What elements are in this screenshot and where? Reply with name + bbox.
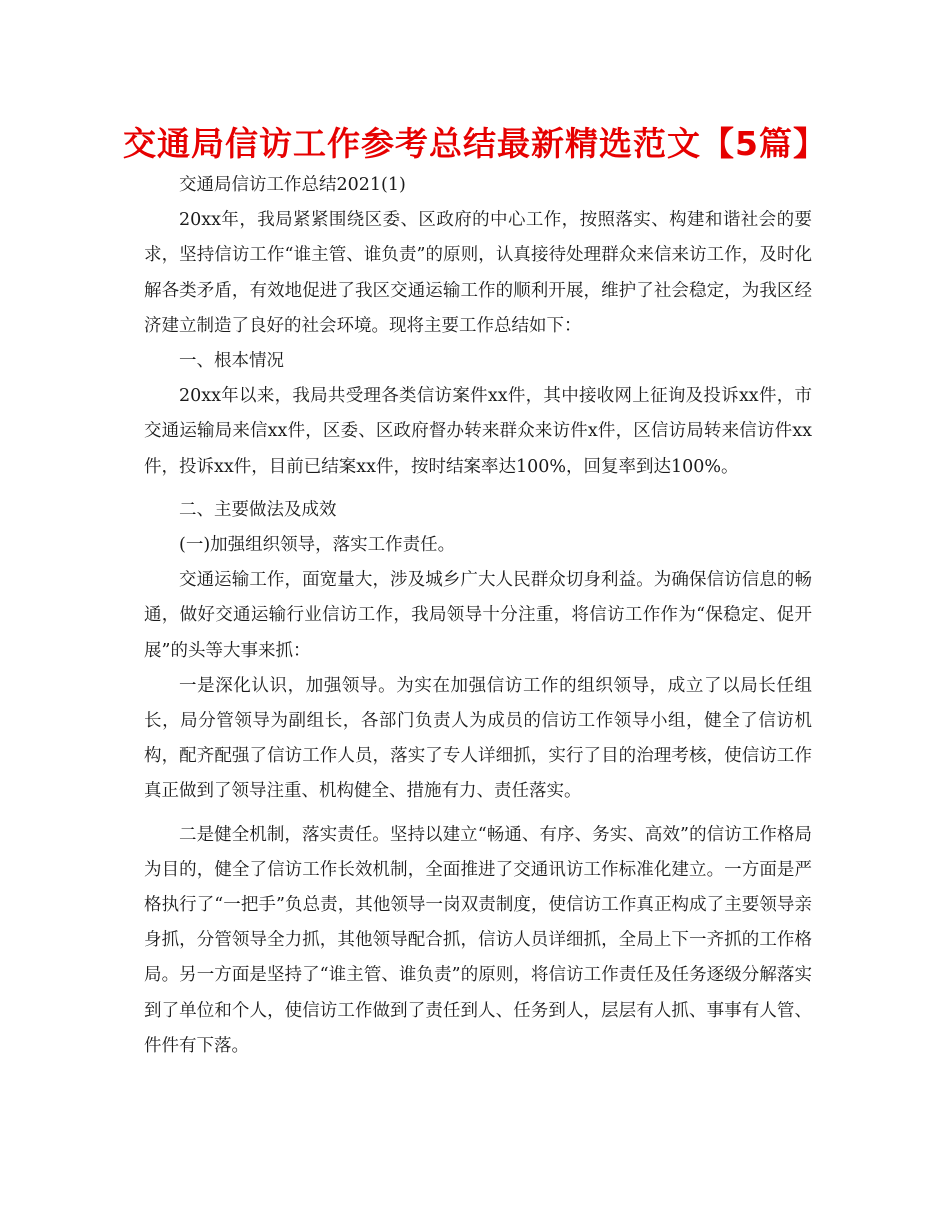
paragraph-basic-situation: 20xx年以来，我局共受理各类信访案件xx件，其中接收网上征询及投诉xx件，市交通运输局来信xx件，区委、区政府督办转来群众来访件x件，区信访局转来信访件xx件，投诉xx件，目前已结案xx件，按时结案率达100%，回复率到达100%。 (144, 386, 812, 477)
paragraph-subtitle: 交通局信访工作总结2021(1) (179, 175, 406, 195)
section-heading-basic: 一、根本情况 (179, 351, 284, 372)
paragraph-point-two: 二是健全机制，落实责任。坚持以建立“畅通、有序、务实、高效”的信访工作格局为目的，健全了信访工作长效机制，全面推进了交通讯访工作标准化建立。一方面是严格执行了“一把手”负总责，其他领导一岗双责制度，使信访工作真正构成了主要领导亲身抓，分管领导全力抓，其他领导配合抓，信访人员详细抓，全局上下一齐抓的工作格局。另一方面是坚持了“谁主管、谁负责”的原则，将信访工作责任及任务逐级分解落实到了单位和个人，使信访工作做到了责任到人、任务到人，层层有人抓、事事有人管、件件有下落。 (144, 824, 812, 1056)
paragraph-leadership: 交通运输工作，面宽量大，涉及城乡广大人民群众切身利益。为确保信访信息的畅通，做好交通运输行业信访工作，我局领导十分注重，将信访工作作为“保稳定、促开展”的头等大事来抓： (144, 570, 812, 661)
subsection-heading-leadership: (一)加强组织领导，落实工作责任。 (179, 535, 456, 556)
document-body (144, 168, 812, 1064)
document-title: 交通局信访工作参考总结最新精选范文【5篇】 (123, 124, 827, 163)
section-heading-practices: 二、主要做法及成效 (179, 499, 337, 520)
paragraph-point-one: 一是深化认识，加强领导。为实在加强信访工作的组织领导，成立了以局长任组长，局分管领导为副组长，各部门负责人为成员的信访工作领导小组，健全了信访机构，配齐配强了信访工作人员，落实了专人详细抓，实行了目的治理考核，使信访工作真正做到了领导注重、机构健全、措施有力、责任落实。 (144, 675, 812, 802)
paragraph-intro: 20xx年，我局紧紧围绕区委、区政府的中心工作，按照落实、构建和谐社会的要求，坚持信访工作“谁主管、谁负责”的原则，认真接待处理群众来信来访工作，及时化解各类矛盾，有效地促进了我区交通运输工作的顺利开展，维护了社会稳定，为我区经济建立制造了良好的社会环境。现将主要工作总结如下： (144, 210, 812, 336)
